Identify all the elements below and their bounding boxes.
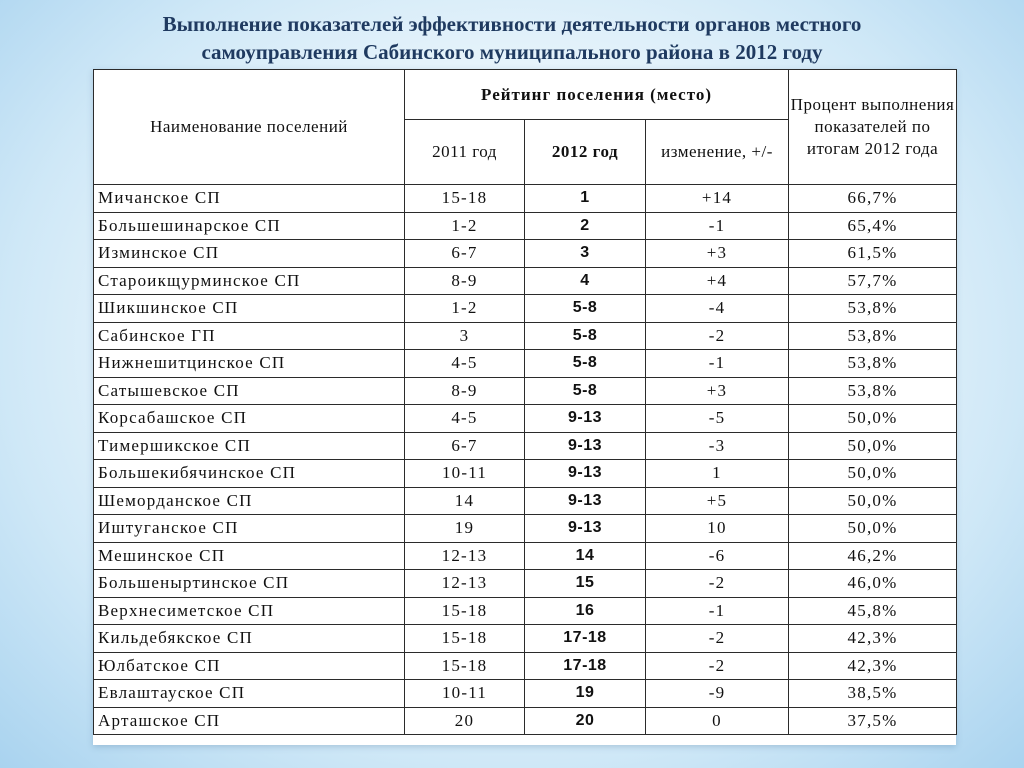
table-row xyxy=(94,515,957,543)
rating-2011-cell: 15-18 xyxy=(405,625,525,653)
rating-change-cell: -9 xyxy=(646,680,789,708)
table-row xyxy=(94,707,957,735)
rating-change-cell: -2 xyxy=(646,652,789,680)
header-change-cell: изменение, +/- xyxy=(646,120,789,185)
percent-cell: 42,3% xyxy=(789,625,957,653)
rating-2011-cell: 4-5 xyxy=(405,350,525,378)
rating-2011-cell: 10-11 xyxy=(405,680,525,708)
percent-cell: 38,5% xyxy=(789,680,957,708)
settlement-name-cell: Шикшинское СП xyxy=(94,295,405,323)
table-row xyxy=(94,377,957,405)
table-row xyxy=(94,240,957,268)
rating-change-cell: +4 xyxy=(646,267,789,295)
rating-2012-cell: 15 xyxy=(525,570,646,598)
rating-2012-cell: 5-8 xyxy=(525,295,646,323)
table-row xyxy=(94,212,957,240)
rating-change-cell: -5 xyxy=(646,405,789,433)
rating-change-cell: -2 xyxy=(646,570,789,598)
title-line-1: Выполнение показателей эффективности деятельности органов местного xyxy=(162,12,862,36)
settlement-name-cell: Мешинское СП xyxy=(94,542,405,570)
table-row xyxy=(94,185,957,213)
table-row xyxy=(94,295,957,323)
percent-cell: 50,0% xyxy=(789,460,957,488)
rating-2012-cell: 9-13 xyxy=(525,460,646,488)
rating-2011-cell: 8-9 xyxy=(405,267,525,295)
rating-2012-cell: 5-8 xyxy=(525,350,646,378)
rating-2011-cell: 10-11 xyxy=(405,460,525,488)
rating-2011-cell: 6-7 xyxy=(405,432,525,460)
settlement-name-cell: Сабинское ГП xyxy=(94,322,405,350)
percent-cell: 57,7% xyxy=(789,267,957,295)
rating-table xyxy=(93,69,957,735)
header-rating-cell: Рейтинг поселения (место) xyxy=(405,70,789,120)
rating-table-container xyxy=(93,69,956,745)
settlement-name-cell: Арташское СП xyxy=(94,707,405,735)
table-row xyxy=(94,625,957,653)
table-row xyxy=(94,652,957,680)
rating-2011-cell: 6-7 xyxy=(405,240,525,268)
header-row-1 xyxy=(94,70,957,120)
percent-cell: 37,5% xyxy=(789,707,957,735)
rating-change-cell: 0 xyxy=(646,707,789,735)
percent-cell: 65,4% xyxy=(789,212,957,240)
rating-change-cell: +5 xyxy=(646,487,789,515)
percent-cell: 46,0% xyxy=(789,570,957,598)
rating-2011-cell: 1-2 xyxy=(405,212,525,240)
header-2011-cell: 2011 год xyxy=(405,120,525,185)
rating-2012-cell: 20 xyxy=(525,707,646,735)
header-name-cell xyxy=(94,70,405,185)
rating-2012-cell: 1 xyxy=(525,185,646,213)
percent-cell: 61,5% xyxy=(789,240,957,268)
percent-cell: 53,8% xyxy=(789,295,957,323)
rating-2012-cell: 14 xyxy=(525,542,646,570)
rating-2011-cell: 20 xyxy=(405,707,525,735)
settlement-name-cell: Тимершикское СП xyxy=(94,432,405,460)
header-name-label: Наименование поселений xyxy=(150,117,348,136)
rating-change-cell: 1 xyxy=(646,460,789,488)
percent-cell: 53,8% xyxy=(789,322,957,350)
rating-2012-cell: 16 xyxy=(525,597,646,625)
rating-2011-cell: 19 xyxy=(405,515,525,543)
settlement-name-cell: Староикщурминское СП xyxy=(94,267,405,295)
settlement-name-cell: Иштуганское СП xyxy=(94,515,405,543)
settlement-name-cell: Кильдебякское СП xyxy=(94,625,405,653)
settlement-name-cell: Евлаштауское СП xyxy=(94,680,405,708)
percent-cell: 53,8% xyxy=(789,350,957,378)
percent-cell: 50,0% xyxy=(789,487,957,515)
rating-2012-cell: 19 xyxy=(525,680,646,708)
settlement-name-cell: Большекибячинское СП xyxy=(94,460,405,488)
settlement-name-cell: Мичанское СП xyxy=(94,185,405,213)
percent-cell: 45,8% xyxy=(789,597,957,625)
table-row xyxy=(94,460,957,488)
settlement-name-cell: Большеныртинское СП xyxy=(94,570,405,598)
rating-2012-cell: 5-8 xyxy=(525,377,646,405)
rating-2011-cell: 3 xyxy=(405,322,525,350)
table-row xyxy=(94,432,957,460)
percent-cell: 42,3% xyxy=(789,652,957,680)
rating-change-cell: -2 xyxy=(646,322,789,350)
rating-2011-cell: 15-18 xyxy=(405,652,525,680)
percent-cell: 66,7% xyxy=(789,185,957,213)
rating-2012-cell: 17-18 xyxy=(525,625,646,653)
percent-cell: 50,0% xyxy=(789,432,957,460)
percent-cell: 53,8% xyxy=(789,377,957,405)
rating-2011-cell: 8-9 xyxy=(405,377,525,405)
rating-2012-cell: 9-13 xyxy=(525,487,646,515)
settlement-name-cell: Сатышевское СП xyxy=(94,377,405,405)
table-row xyxy=(94,680,957,708)
rating-table-body xyxy=(94,70,957,735)
header-2012-cell: 2012 год xyxy=(525,120,646,185)
settlement-name-cell: Большешинарское СП xyxy=(94,212,405,240)
rating-change-cell: -3 xyxy=(646,432,789,460)
settlement-name-cell: Нижнешитцинское СП xyxy=(94,350,405,378)
settlement-name-cell: Верхнесиметское СП xyxy=(94,597,405,625)
rating-change-cell: -4 xyxy=(646,295,789,323)
settlement-name-cell: Корсабашское СП xyxy=(94,405,405,433)
settlement-name-cell: Шеморданское СП xyxy=(94,487,405,515)
header-percent-cell: Процент выполнения показателей по итогам 2012 года xyxy=(789,70,957,185)
table-row xyxy=(94,597,957,625)
rating-change-cell: +3 xyxy=(646,377,789,405)
rating-2012-cell: 5-8 xyxy=(525,322,646,350)
rating-change-cell: -1 xyxy=(646,350,789,378)
table-row xyxy=(94,570,957,598)
page-title xyxy=(0,10,1024,66)
rating-2011-cell: 14 xyxy=(405,487,525,515)
rating-change-cell: +14 xyxy=(646,185,789,213)
rating-2012-cell: 4 xyxy=(525,267,646,295)
rating-2011-cell: 15-18 xyxy=(405,185,525,213)
settlement-name-cell: Изминское СП xyxy=(94,240,405,268)
table-row xyxy=(94,487,957,515)
rating-change-cell: -1 xyxy=(646,597,789,625)
percent-cell: 46,2% xyxy=(789,542,957,570)
rating-change-cell: -6 xyxy=(646,542,789,570)
rating-change-cell: -2 xyxy=(646,625,789,653)
table-row xyxy=(94,542,957,570)
rating-2012-cell: 9-13 xyxy=(525,432,646,460)
rating-2012-cell: 17-18 xyxy=(525,652,646,680)
rating-2011-cell: 12-13 xyxy=(405,542,525,570)
percent-cell: 50,0% xyxy=(789,405,957,433)
table-row xyxy=(94,405,957,433)
rating-2011-cell: 15-18 xyxy=(405,597,525,625)
percent-cell: 50,0% xyxy=(789,515,957,543)
rating-2011-cell: 4-5 xyxy=(405,405,525,433)
table-row xyxy=(94,267,957,295)
rating-2011-cell: 12-13 xyxy=(405,570,525,598)
rating-2012-cell: 3 xyxy=(525,240,646,268)
settlement-name-cell: Юлбатское СП xyxy=(94,652,405,680)
title-line-2: самоуправления Сабинского муниципального района в 2012 году xyxy=(201,40,823,64)
table-row xyxy=(94,350,957,378)
rating-2012-cell: 2 xyxy=(525,212,646,240)
rating-2011-cell: 1-2 xyxy=(405,295,525,323)
rating-2012-cell: 9-13 xyxy=(525,515,646,543)
rating-change-cell: 10 xyxy=(646,515,789,543)
table-row xyxy=(94,322,957,350)
rating-change-cell: +3 xyxy=(646,240,789,268)
rating-change-cell: -1 xyxy=(646,212,789,240)
rating-2012-cell: 9-13 xyxy=(525,405,646,433)
